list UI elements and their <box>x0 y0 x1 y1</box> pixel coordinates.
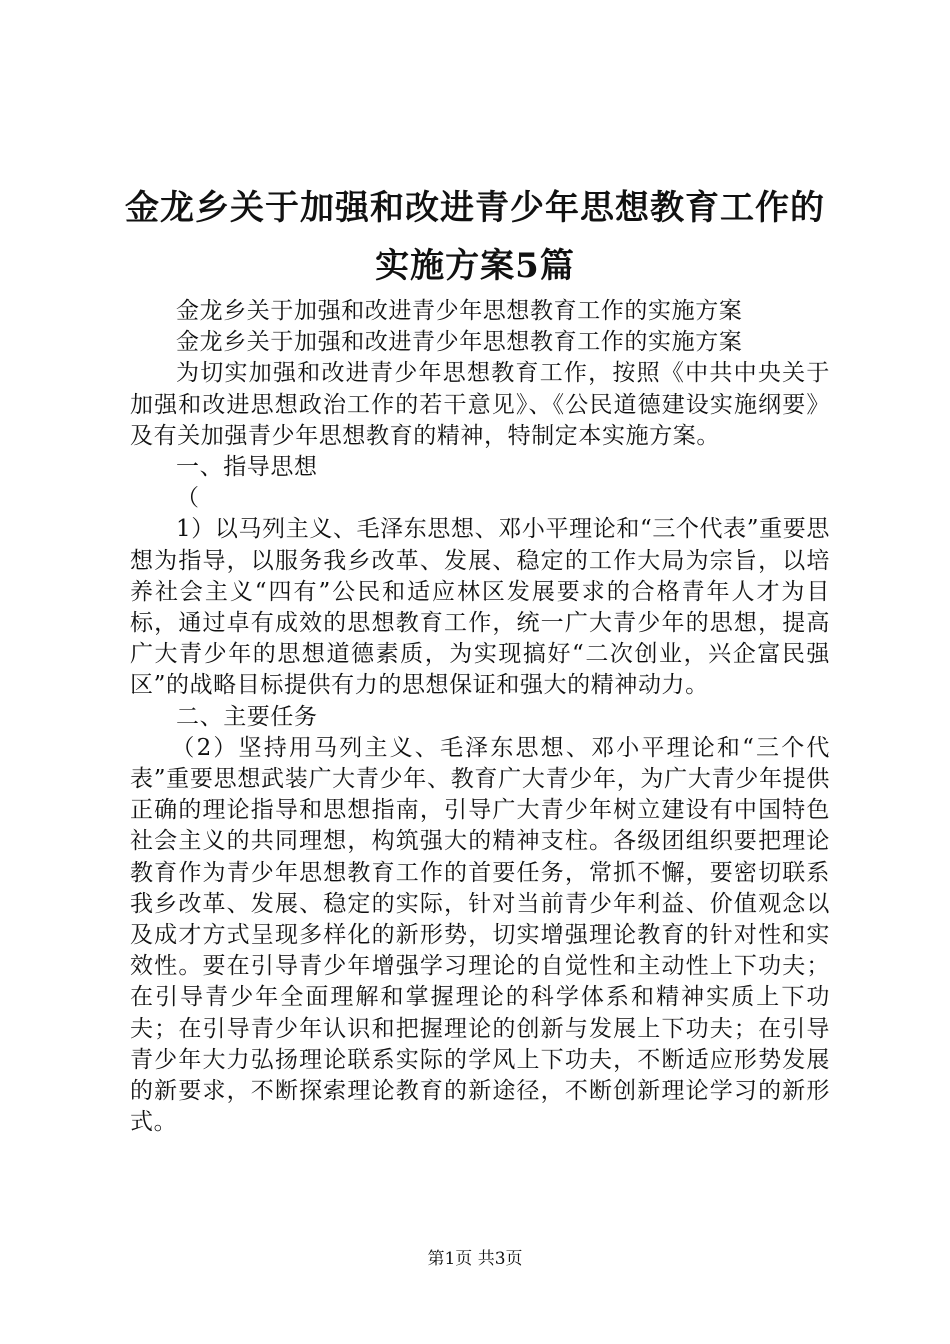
parenthesis-line: （ <box>176 485 200 512</box>
section-heading-main-tasks: 二、主要任务 <box>176 703 318 730</box>
subtitle-paragraph-1: 金龙乡关于加强和改进青少年思想教育工作的实施方案 <box>176 298 743 324</box>
section-heading-guiding-ideology: 一、指导思想 <box>176 454 318 481</box>
document-title-line-2: 实施方案5篇 <box>375 246 575 286</box>
page-number-footer: 第1页 共3页 <box>427 1249 523 1269</box>
document-body <box>130 296 830 1138</box>
subtitle-paragraph-2: 金龙乡关于加强和改进青少年思想教育工作的实施方案 <box>176 329 743 356</box>
document-title-line-1: 金龙乡关于加强和改进青少年思想教育工作的 <box>125 188 825 228</box>
intro-paragraph: 为切实加强和改进青少年思想教育工作，按照《中共中央关于加强和改进思想政治工作的若干意见》、《公民道德建设实施纲要》及有关加强青少年思想教育的精神，特制定本实施方案。 <box>130 360 830 449</box>
guiding-ideology-paragraph: 1）以马列主义、毛泽东思想、邓小平理论和“三个代表”重要思想为指导，以服务我乡改革、发展、稳定的工作大局为宗旨，以培养社会主义“四有”公民和适应林区发展要求的合格青年人才为目标，通过卓有成效的思想教育工作，统一广大青少年的思想，提高广大青少年的思想道德素质，为实现搞好“二次创业，兴企富民强区”的战略目标提供有力的思想保证和强大的精神动力。 <box>130 516 830 699</box>
main-tasks-paragraph: （2）坚持用马列主义、毛泽东思想、邓小平理论和“三个代表”重要思想武装广大青少年、教育广大青少年，为广大青少年提供正确的理论指导和思想指南，引导广大青少年树立建设有中国特色社会主义的共同理想，构筑强大的精神支柱。各级团组织要把理论教育作为青少年思想教育工作的首要任务，常抓不懈，要密切联系我乡改革、发展、稳定的实际，针对当前青少年利益、价值观念以及成才方式呈现多样化的新形势，切实增强理论教育的针对性和实效性。要在引导青少年增强学习理论的自觉性和主动性上下功夫；在引导青少年全面理解和掌握理论的科学体系和精神实质上下功夫；在引导青少年认识和把握理论的创新与发展上下功夫；在引导青少年大力弘扬理论联系实际的学风上下功夫，不断适应形势发展的新要求，不断探索理论教育的新途径，不断创新理论学习的新形式。 <box>130 734 830 1136</box>
